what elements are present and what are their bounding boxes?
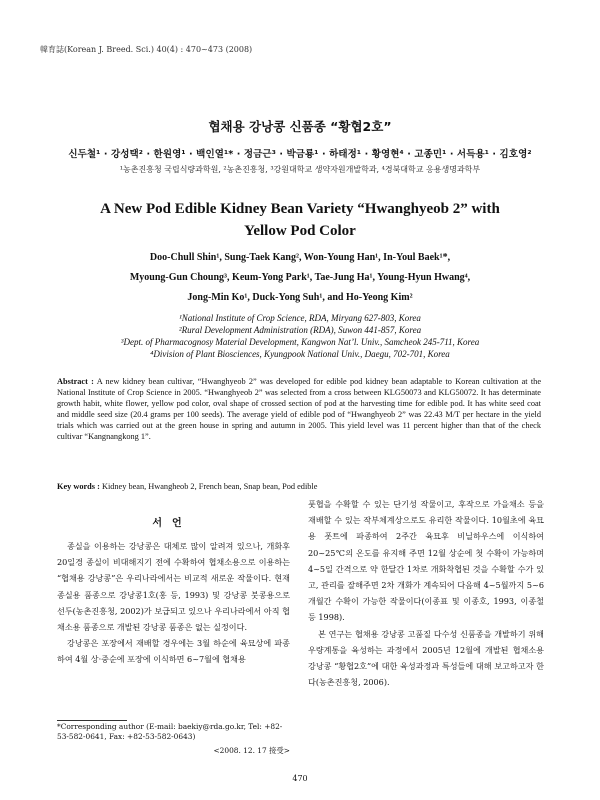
english-title (60, 198, 540, 242)
abstract-text: A new kidney bean cultivar, “Hwanghyeob 2” was developed for edible pod kidney bean adaptable to Korean cultivation at the National Institute of Crop Science in 2005. “Hwanghyeob 2” was selected from a cross between KLG50073 and KLG50072. It has determinate growth habit, white flower, yellow pod color, oval shape of crossed section of pod at the harvesting time for edible pod. It has white seed coat and middle seed size (20.4 grams per 100 seeds). The average yield of edible pod of “Hwanghyeob 2” was 22.43 M/T per hectare in the yield trials which was carried out at the green house in spring and autumn in 2005. This yield level was 11 percent higher than that of the check cultivar “Kangnangkong 1”. (57, 377, 541, 441)
body-paragraph: 본 연구는 협채용 강낭콩 고품질 다수성 신품종을 개발하기 위해 우량계통을 육성하는 과정에서 2005년 12월에 개발된 협채소용 강낭콩 “황협2호”에 대한 육성과정과 특성들에 대해 보고하고자 한다(농촌진흥청, 2006). (308, 628, 544, 688)
left-column (57, 538, 290, 668)
footnote-divider (57, 720, 127, 721)
page-number: 470 (292, 774, 308, 783)
affiliation-line: ³Dept. of Pharmacognosy Material Development, Kangwon Nat’l. Univ., Samcheok 245-711, Korea (120, 337, 480, 347)
journal-citation: 韓育誌(Korean J. Breed. Sci.) 40(4) : 470~473 (2008) (40, 45, 253, 54)
english-author-line: Jong-Min Ko¹, Duck-Yong Suh¹, and Ho-Yeong Kim² (187, 292, 413, 303)
body-paragraph: 강낭콩은 포장에서 재배할 경우에는 3월 하순에 육묘상에 파종하여 4월 상·중순에 포장에 이식하면 6~7월에 협채용 (57, 638, 290, 665)
english-affiliations (60, 312, 540, 360)
affiliation-line: ¹National Institute of Crop Science, RDA, Miryang 627-803, Korea (179, 313, 421, 323)
english-author-line: Doo-Chull Shin¹, Sung-Taek Kang², Won-Young Han¹, In-Youl Baek¹*, (149, 252, 451, 263)
affiliation-line: ⁴Division of Plant Biosciences, Kyungpook National Univ., Daegu, 702-701, Korea (150, 349, 450, 359)
english-title-line: Yellow Pod Color (244, 223, 356, 239)
korean-affiliations: ¹농촌진흥청 국립식량과학원, ²농촌진흥청, ³강원대학교 생약자원개발학과, ⁴경북대학교 응용생명과학부 (119, 165, 481, 174)
english-authors (60, 248, 540, 308)
body-paragraph: 종실을 이용하는 강낭콩은 대체로 많이 알려져 있으나, 개화후 20일경 종실이 비대해지기 전에 수확하여 협채소용으로 이용하는 “협채용 강낭콩”은 우리나라에서는 비교적 새로운 작물이다. 현재 종실용 품종으로 강낭콩1호(홍 등, 1993) 및 강낭콩 붓콩용으로 선두(농촌진흥청, 2002)가 보급되고 있으나 우리나라에서 아직 협채소용 품종으로 개발된 강낭콩 품종은 없는 실정이다. (57, 541, 290, 633)
keywords-label: Key words : (57, 482, 100, 491)
received-date: <2008. 12. 17 接受> (213, 746, 290, 755)
section-heading-introduction: 서언 (152, 518, 192, 529)
abstract (57, 376, 541, 442)
korean-title: 협채용 강낭콩 신품종 “황협2호” (208, 119, 392, 134)
english-author-line: Myoung-Gun Choung³, Keum-Yong Park¹, Tae-Jung Ha¹, Young-Hyun Hwang⁴, (129, 272, 471, 283)
corresponding-author-footnote: *Corresponding author (E-mail: baekiy@rda.go.kr, Tel: +82-53-582-0641, Fax: +82-53-582-0643) (57, 722, 283, 741)
right-column (308, 496, 544, 690)
korean-authors: 신두철¹ · 강성택² · 한원영¹ · 백인열¹* · 정금근³ · 박금룡¹ · 하태정¹ · 황영현⁴ · 고종민¹ · 서득용¹ · 김호영² (68, 149, 532, 160)
keywords-text: Kidney bean, Hwangheob 2, French bean, Snap bean, Pod edible (101, 482, 318, 491)
body-paragraph: 풋협을 수확할 수 있는 단기성 작물이고, 후작으로 가을채소 등을 재배할 수 있는 작부체계상으로도 유리한 작물이다. 10월초에 육묘용 폿트에 파종하여 2주간 육묘후 비닐하우스에 이식하여 20~25℃의 온도를 유지해 주면 12월 상순에 첫 수확이 가능하며 4~5일 간격으로 약 한달간 1차로 개화착협된 것을 수확할 수가 있고, 관리를 잘해주면 2차 개화가 계속되어 다음해 4~5월까지 5~6개월간 수확이 가능한 작물이다(이종표 및 이종호, 1993, 이종철 등 1998). (308, 499, 544, 623)
affiliation-line: ²Rural Development Administration (RDA), Suwon 441-857, Korea (178, 325, 422, 335)
keywords (57, 482, 541, 491)
abstract-label: Abstract : (57, 377, 94, 386)
english-title-line: A New Pod Edible Kidney Bean Variety “Hwanghyeob 2” with (100, 201, 500, 217)
